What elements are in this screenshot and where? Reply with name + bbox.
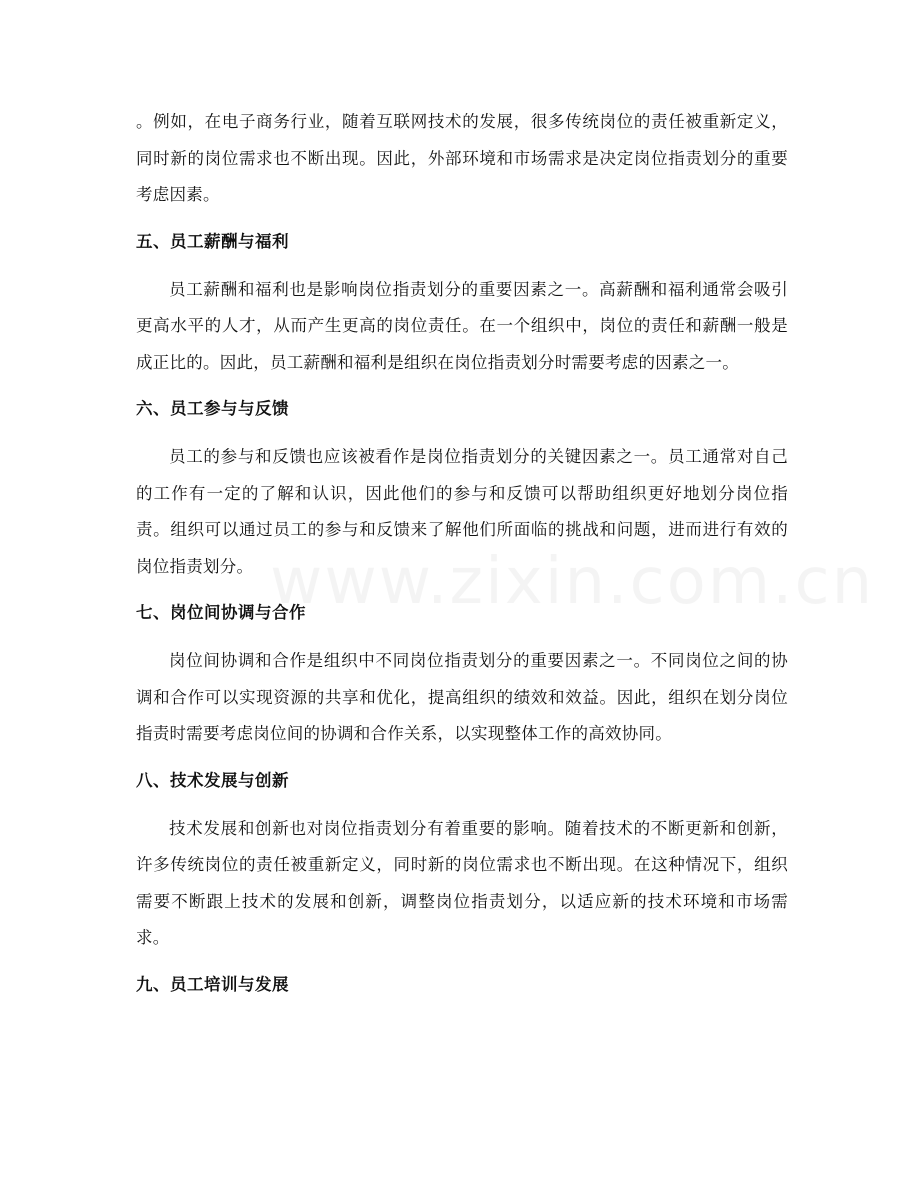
paragraph-section-5: 员工薪酬和福利也是影响岗位指责划分的重要因素之一。高薪酬和福利通常会吸引更高水平的人才，从而产生更高的岗位责任。在一个组织中，岗位的责任和薪酬一般是成正比的。因此，员工薪酬和福利是组织在岗位指责划分时需要考虑的因素之一。 xyxy=(136,279,788,372)
section-heading-8: 八、技术发展与创新 xyxy=(136,770,289,790)
document-page xyxy=(136,104,788,1003)
paragraph-section-8: 技术发展和创新也对岗位指责划分有着重要的影响。随着技术的不断更新和创新，许多传统岗位的责任被重新定义，同时新的岗位需求也不断出现。在这种情况下，组织需要不断跟上技术的发展和创新，调整岗位指责划分，以适应新的技术环境和市场需求。 xyxy=(136,818,788,947)
section-heading-6: 六、员工参与与反馈 xyxy=(136,399,289,418)
paragraph-section-6: 员工的参与和反馈也应该被看作是岗位指责划分的关键因素之一。员工通常对自己的工作有一定的了解和认识，因此他们的参与和反馈可以帮助组织更好地划分岗位指责。组织可以通过员工的参与和反馈来了解他们所面临的挑战和问题，进而进行有效的岗位指责划分。 xyxy=(136,447,788,576)
section-heading-9: 九、员工培训与发展 xyxy=(136,974,289,994)
paragraph-section-7: 岗位间协调和合作是组织中不同岗位指责划分的重要因素之一。不同岗位之间的协调和合作可以实现资源的共享和优化，提高组织的绩效和效益。因此，组织在划分岗位指责时需要考虑岗位间的协调和合作关系，以实现整体工作的高效协同。 xyxy=(136,651,788,743)
section-heading-7: 七、岗位间协调与合作 xyxy=(136,603,306,622)
paragraph-continuation: 。例如，在电子商务行业，随着互联网技术的发展，很多传统岗位的责任被重新定义，同时新的岗位需求也不断出现。因此，外部环境和市场需求是决定岗位指责划分的重要考虑因素。 xyxy=(136,112,788,204)
section-heading-5: 五、员工薪酬与福利 xyxy=(136,231,289,251)
